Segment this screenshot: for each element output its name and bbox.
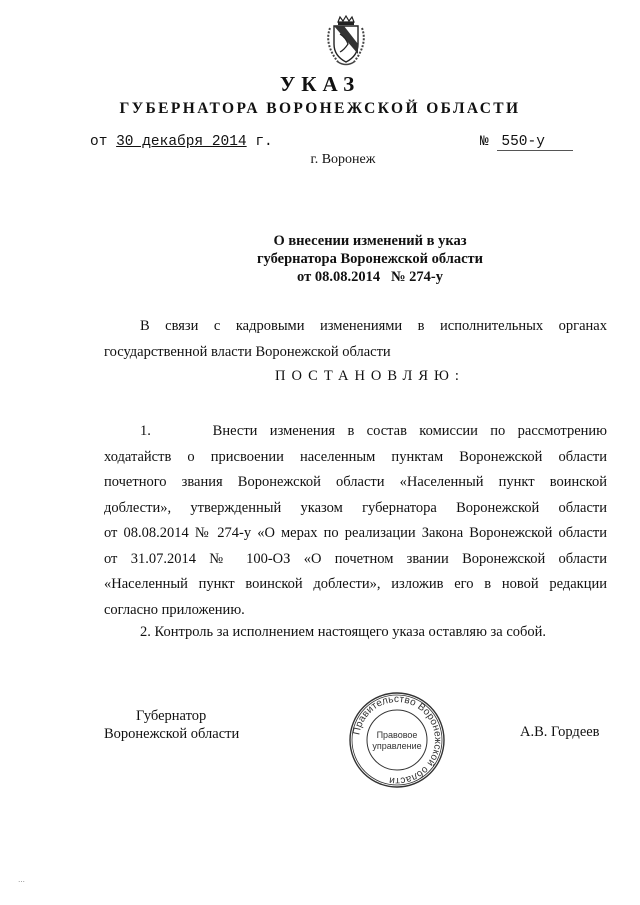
heading-line: от 08.08.2014 № 274-у <box>297 269 443 285</box>
heading-line: О внесении изменений в указ <box>273 233 467 249</box>
paragraph-line: почетного звания Воронежской области «Населенный пункт воинской <box>104 474 607 490</box>
paragraph-line: «Населенный пункт воинской доблести», изложив его в новой редакции <box>104 576 607 592</box>
paragraph-line: доблести», утвержденный указом губернатора Воронежской области <box>104 499 607 516</box>
paragraph-line: от 31.07.2014 № 100-ОЗ «О почетном звании Воронежской области <box>104 550 607 567</box>
decree-heading <box>220 232 520 286</box>
coat-of-arms-emblem <box>318 14 374 70</box>
paragraph-line: согласно приложению. <box>104 601 245 618</box>
item-1-paragraph <box>104 419 607 623</box>
heading-line: губернатора Воронежской области <box>256 251 484 267</box>
signatory-name: А.В. Гордеев <box>520 724 600 740</box>
item-2-paragraph: 2. Контроль за исполнением настоящего указа оставляю за собой. <box>140 624 547 640</box>
official-stamp <box>347 690 447 790</box>
stamp-ring-text: Правительство Воронежской области <box>351 693 444 787</box>
date-suffix: г. <box>255 134 273 150</box>
scan-mark: ··· <box>18 878 25 886</box>
document-title: УКАЗ <box>279 72 361 96</box>
stamp-center-line: Правовое <box>376 730 418 740</box>
document-subtitle: ГУБЕРНАТОРА ВОРОНЕЖСКОЙ ОБЛАСТИ <box>119 100 521 117</box>
decree-date <box>90 134 273 150</box>
paragraph-line: от 08.08.2014 № 274-у «О мерах по реализации Закона Воронежской области <box>104 525 607 541</box>
stamp-seal-icon <box>347 690 447 790</box>
coat-of-arms-icon <box>318 14 374 70</box>
intro-paragraph <box>104 314 607 365</box>
decree-number <box>480 134 573 151</box>
signatory-region: Воронежской области <box>104 726 240 742</box>
paragraph-line: ходатайств о присвоении населенным пунктам Воронежской области <box>104 448 607 465</box>
stamp-center-line: управление <box>372 741 422 751</box>
number-prefix: № <box>480 134 489 150</box>
paragraph-line: 1. Внести изменения в состав комиссии по рассмотрению <box>140 423 607 439</box>
signatory-title: Губернатор <box>136 708 207 724</box>
city-name: г. Воронеж <box>310 152 376 167</box>
date-prefix: от <box>90 134 108 150</box>
resolution-word: ПОСТАНОВЛЯЮ: <box>275 368 465 384</box>
number-value: 550-у <box>497 134 573 151</box>
date-value: 30 декабря 2014 <box>116 134 247 150</box>
paragraph-line: государственной власти Воронежской области <box>104 343 391 360</box>
paragraph-line: В связи с кадровыми изменениями в исполнительных органах <box>140 318 607 334</box>
